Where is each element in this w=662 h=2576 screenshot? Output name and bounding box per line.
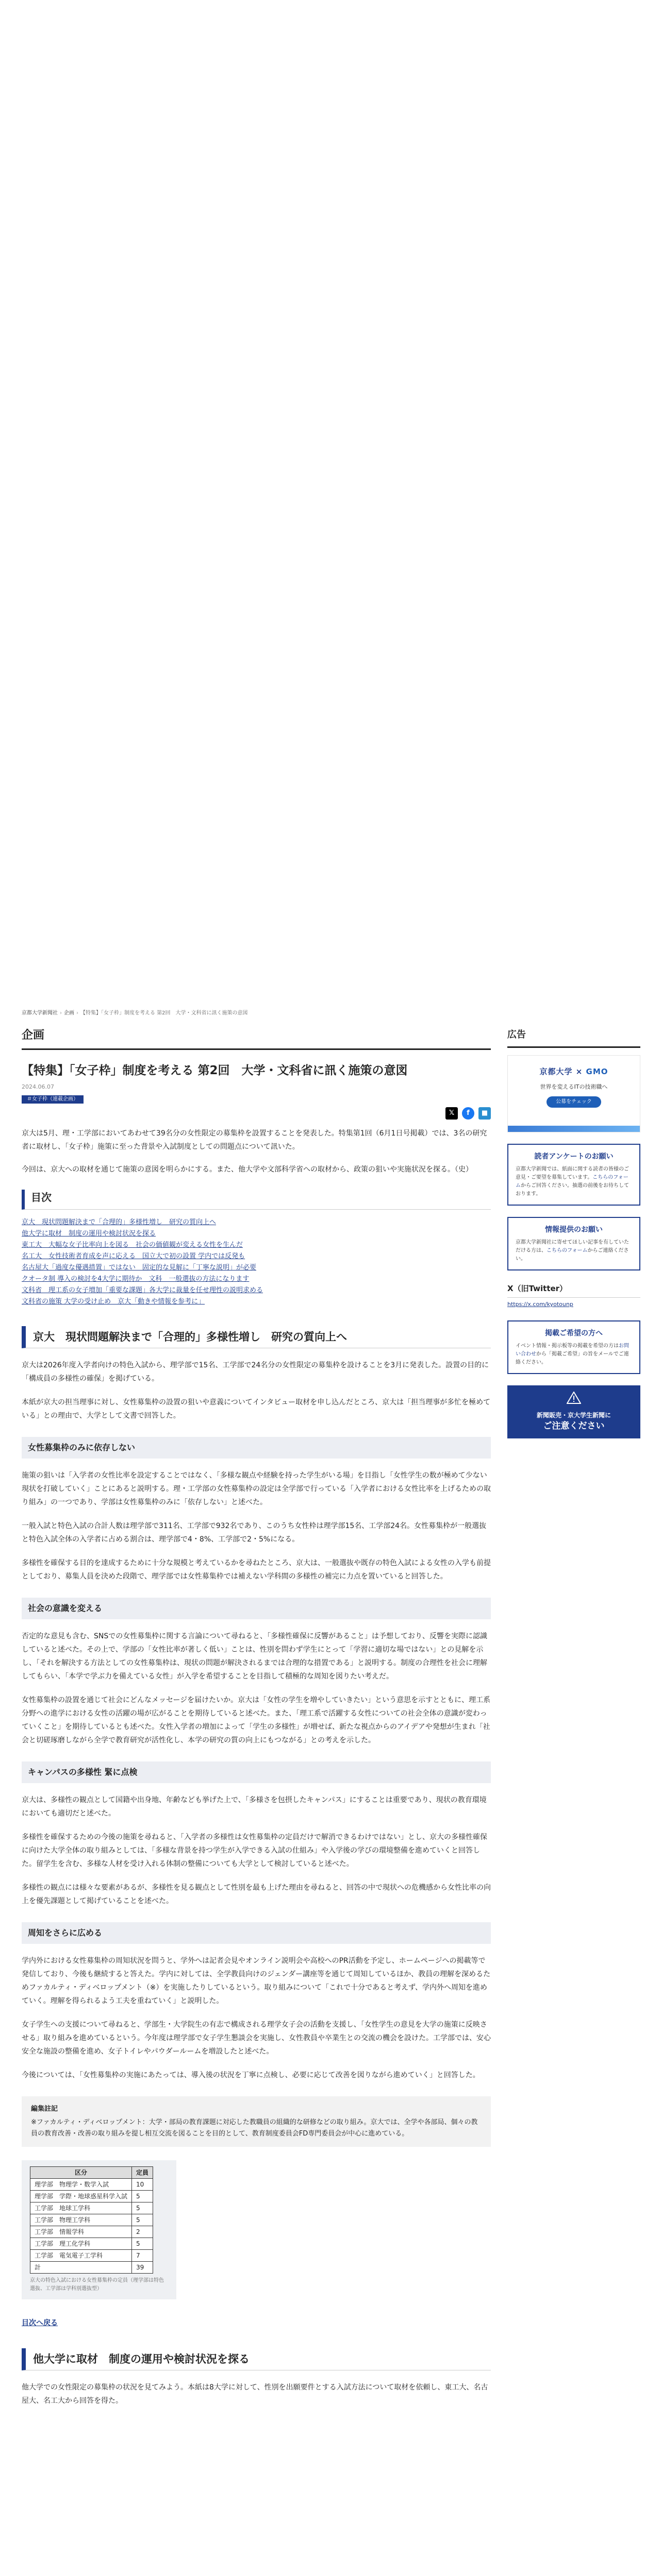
banner-logos — [516, 1065, 632, 1079]
x-share-icon[interactable]: 𝕏 — [445, 1107, 458, 1120]
editor-note-text: ※ファカルティ・ディベロップメント：大学・部局の教育課題に対応した教職員の組織的な研修などの取り組み。京大では、全学や各部局、個々の教員の教育改善・改善の取り組みを提し相互交流を図ることを目的として、教育制度委員会FD専門委員会が中心に進めている。 — [31, 2119, 478, 2138]
ad-heading: 広告 — [507, 1028, 640, 1048]
toc-link[interactable]: 他大学に取材 制度の運用や検討状況を探る — [22, 1230, 156, 1238]
recruit-banner[interactable] — [507, 1055, 640, 1132]
body-paragraph: 多様性を確保する目的を達成するために十分な規模と考えているかを尋ねたところ、京大は、一般選抜や既存の特色入試による女性の入学も前提としており、募集人員を決めた段階で、理学部では女性募集枠では補えない学科間の多様性の補完に力点を置いていると回答した。 — [22, 1559, 491, 1581]
table-row — [30, 2226, 153, 2238]
table-cell: 5 — [132, 2191, 153, 2202]
facebook-share-icon[interactable]: f — [462, 1107, 474, 1120]
survey-form-link[interactable]: こちらのフォーム — [516, 1175, 628, 1189]
body-paragraph: 本紙が京大の担当理事に対し、女性募集枠の設置の狙いや意義についてインタビュー取材を申し込んだところ、京大は「担当理事が多忙を極めている」との理由で、大学として文書で回答した。 — [22, 1398, 491, 1420]
article-lead — [22, 1127, 491, 1176]
table-of-contents — [22, 1217, 491, 1308]
table-cell: 5 — [132, 2202, 153, 2214]
table-cell: 工学部 地球工学科 — [30, 2202, 132, 2214]
listing-request-text: イベント情報・掲示板等の掲載を希望の方はお問い合わせから「掲載ご希望」の旨をメールでご連絡ください。 — [516, 1343, 629, 1365]
quota-table-figure — [22, 2160, 176, 2299]
survey-box — [507, 1144, 640, 1206]
line-share-icon[interactable]: ■ — [478, 1107, 491, 1120]
sidebar — [507, 1028, 640, 1438]
lead-paragraph: 今回は、京大への取材を通じて施策の意図を明らかにする。また、他大学や文部科学省への取材から、政策の狙いや実施状況を探る。（史） — [22, 1165, 473, 1174]
warning-small-text: 新聞販売・京大学生新聞に — [536, 1412, 611, 1419]
table-cell: 計 — [30, 2262, 132, 2274]
toc-link[interactable]: 文科省 理工系の女子増加「重要な課題」各大学に裁量を任せ理性の説明求める — [22, 1286, 263, 1294]
banner-wave-decoration — [508, 1126, 640, 1132]
table-row — [30, 2202, 153, 2214]
listing-request-box — [507, 1320, 640, 1374]
toc-link[interactable]: 名古屋大「過度な優遇措置」ではない 固定的な見解に「丁寧な説明」が必要 — [22, 1264, 257, 1272]
section-heading: 他大学に取材 制度の運用や検討状況を探る — [22, 2348, 491, 2370]
lead-paragraph: 京大は5月、理・工学部においてあわせて39名分の女性限定の募集枠を設置することを発表した。特集第1回（6月1日号掲載）では、3名の研究者に取材し、「女子枠」施策に至った背景や入試制度としての問題点について訊いた。 — [22, 1129, 487, 1151]
breadcrumb-category[interactable]: 企画 — [64, 1010, 74, 1016]
quota-table — [30, 2166, 153, 2274]
section-heading: 京大 現状問題解決まで「合理的」多様性増し 研究の質向上へ — [22, 1326, 491, 1348]
info-request-box — [507, 1217, 640, 1270]
body-paragraph: 女性募集枠の設置を通じて社会にどんなメッセージを届けたいか。京大は「女性の学生を増やしていきたい」という意思を示すとともに、理工系分野への進学における女性の活躍の場が広がることを期待していると述べた。また、「理工系で活躍する女性についての社会全体の意識が変わっていくこと」を期待しているとも述べた。女性入学者の増加によって「学生の多様性」が増せば、新たな視点からのアイデアや発想が生まれ「社会と切磋琢磨しながら全学で教育研究が活性化し、本学の研究の質の向上にもつながる」との考えを示した。 — [22, 1696, 491, 1744]
body-paragraph: 京大は2026年度入学者向けの特色入試から、理学部で15名、工学部で24名分の女性限定の募集枠を設けることを3月に発表した。設置の目的に「構成員の多様性の確保」を掲げている。 — [22, 1361, 489, 1383]
subsection-heading: キャンパスの多様性 緊に点検 — [22, 1761, 491, 1783]
table-cell: 工学部 電気電子工学科 — [30, 2250, 132, 2262]
body-paragraph: 女子学生への支援について尋ねると、学部生・大学院生の有志で構成される理学女子会の活動を支援し、「女性学生の意見を大学の施策に反映させる」取り組みを進めているという。今年度は理学部で女子学生懇談会を実施し、女性教員や卒業生との交流の機会を設けた。工学部では、安心安全な施設の整備を進め、女子トイレやパウダールームを増設したと述べた。 — [22, 2021, 491, 2056]
info-request-title: 情報提供のお願い — [545, 1226, 603, 1234]
body-paragraph: 他大学での女性限定の募集枠の状況を見てみよう。本紙は8大学に対して、性別を出願要件とする入試方法について取材を依頼し、東工大、名古屋大、名工大から回答を得た。 — [22, 2383, 488, 2405]
twitter-heading: X（旧Twitter） — [507, 1283, 640, 1298]
table-cell: 工学部 理工化学科 — [30, 2238, 132, 2250]
toc-link[interactable]: 東工大 大幅な女子比率向上を図る 社会の価値観が変える女性を生んだ — [22, 1241, 243, 1249]
editor-note — [22, 2096, 491, 2147]
back-to-toc-link[interactable]: 目次へ戻る — [22, 2319, 58, 2327]
article-tag[interactable]: ＃女子枠（連載企画） — [22, 1095, 84, 1104]
table-header-cell: 定員 — [132, 2167, 153, 2179]
body-paragraph: 多様性を確保するための今後の施策を尋ねると、「入学者の多様性は女性募集枠の定員だけで解消できるわけではない」とし、京大の多様性確保に向けた大学全体の取り組みとしては、「多様な背景を持つ学生が入学できる入試の仕組み」や入学後の学びの環境整備を進めていくと回答した。留学生を含む、多様な人材を受け入れる体制の整備についても大学として検討していると述べた。 — [22, 1833, 487, 1868]
kyoto-univ-logo: 京都大学 — [539, 1067, 573, 1076]
toc-link[interactable]: 名工大 女性技術者育成を声に応える 国立大で初の設置 学内では反発も — [22, 1252, 245, 1260]
body-paragraph: 学内外における女性募集枠の周知状況を問うと、学外へは記者会見やオンライン説明会や高校へのPR活動を予定し、ホームページへの掲載等で発信しており、今後も継続すると答えた。学内に対しては、全学教員向けのジェンダー講座等を通じて周知しているほか、教員の理解を深めるためファカルティ・ディベロップメント（※）を実施したりしているという。取り組みについて「これで十分であると考えず、学内外へ周知を進めていく。理解を得られるよう工夫を重ねていく」と説明した。 — [22, 1957, 491, 2005]
info-request-text: 京都大学新聞社に寄せてほしい記事を有していただける方は、こちらのフォームからご連絡ください。 — [516, 1240, 629, 1262]
table-header-cell: 区分 — [30, 2167, 132, 2179]
body-paragraph: 施策の狙いは「入学者の女性比率を設定することではなく、「多様な観点や経験を持った学生がいる場」を目指し「女性学生の数が極めて少ない現状を打破していく」ことにあると説明する。理・工学部の女性募集枠の設定は全学部で行っている「入学者における女性比率を上げるための取り組み」の一つであり、学部は女性募集枠のみに「依存しない」と述べた。 — [22, 1471, 491, 1506]
subsection-heading: 周知をさらに広める — [22, 1922, 491, 1944]
table-cell: 2 — [132, 2226, 153, 2238]
article-title: 【特集】「女子枠」制度を考える 第2回 大学・文科省に訊く施策の意図 — [22, 1064, 408, 1077]
subsection-heading: 社会の意識を変える — [22, 1598, 491, 1619]
table-cell: 5 — [132, 2214, 153, 2226]
table-cell: 5 — [132, 2238, 153, 2250]
table-row — [30, 2238, 153, 2250]
body-paragraph: 多様性の観点には様々な要素があるが、多様性を見る観点として性別を最も上げた理由を尋ねると、回答の中で現状への危機感から女性比率の向上を優先課題として掲げていることを述べた。 — [22, 1884, 491, 1905]
subsection-heading: 女性募集枠のみに依存しない — [22, 1437, 491, 1459]
share-buttons — [22, 1107, 491, 1120]
body-paragraph: 一般入試と特色入試の合計人数は理学部で311名、工学部で932名であり、このうち女性枠は理学部15名、工学部24名。女性募集枠が一般選抜と特色入試全体の入学者に占める割合は、理学部で4・8%、工学部で2・5%になる。 — [22, 1522, 487, 1544]
contact-link[interactable]: お問い合わせ — [516, 1343, 629, 1357]
gmo-logo: GMO — [586, 1067, 608, 1076]
scam-warning-banner[interactable] — [507, 1385, 640, 1438]
table-row — [30, 2214, 153, 2226]
table-header-row — [30, 2167, 153, 2179]
category-heading: 企画 — [22, 1028, 491, 1050]
breadcrumb: 京都大学新聞社 › 企画 › 【特集】「女子枠」制度を考える 第2回 大学・文科省に訊く施策の意図 — [22, 1010, 248, 1016]
back-to-toc — [22, 2317, 491, 2330]
table-cell: 理学部 学際・地球惑星科学入試 — [30, 2191, 132, 2202]
banner-cta-button[interactable]: 公募をチェック — [547, 1096, 601, 1108]
body-paragraph: 否定的な意見も含む、SNSでの女性募集枠に関する言論について尋ねると、「多様性確保に反響があること」は予想しており、反響を実際に認識していると述べた。その上で、学部の「女性比率が著しく低い」ことは、性別を問わず学生にとって「学習に適切な場ではない」との見解を示し、「それを解決する方法としての女性募集枠は、現状の問題が解決されるまでは合理的な措置である」と説明する。制度の合理性を社会に理解してもらい、「本学で学ぶ力を備えている女性」が入学を希望することを目指して積極的な周知を図りたい考えだ。 — [22, 1632, 487, 1681]
toc-link[interactable]: 京大 現状問題解決まで「合理的」多様性増し 研究の質向上へ — [22, 1218, 217, 1226]
info-form-link[interactable]: こちらのフォーム — [547, 1248, 588, 1253]
listing-request-title: 掲載ご希望の方へ — [545, 1329, 603, 1337]
table-caption: 京大の特色入試における女性募集枠の定員（理学部は特色選抜、工学部は学科別選抜型） — [30, 2278, 164, 2292]
table-row — [30, 2179, 153, 2191]
breadcrumb-current: 【特集】「女子枠」制度を考える 第2回 大学・文科省に訊く施策の意図 — [80, 1010, 248, 1016]
article-main — [22, 1028, 491, 2408]
toc-link[interactable]: クオータ制 導入の検討を4大学に期待か 文科 一般選抜の方法になります — [22, 1275, 250, 1283]
survey-title: 読者アンケートのお願い — [534, 1153, 614, 1161]
logo-separator: × — [575, 1067, 586, 1076]
article-date: 2024.06.07 — [22, 1083, 54, 1090]
body-paragraph: 京大は、多様性の観点として国籍や出身地、年齢なども挙げた上で、「多様さを包摂したキャンパス」にすることは重要であり、現状の教育環境においても適切だと述べた。 — [22, 1796, 487, 1818]
table-total-row — [30, 2262, 153, 2274]
editor-note-title: 編集註記 — [31, 2105, 58, 2113]
toc-link[interactable]: 文科省の施策 大学の受け止め 京大「動きや情報を参考に」 — [22, 1298, 205, 1306]
table-cell: 理学部 物理学・数学入試 — [30, 2179, 132, 2191]
toc-heading: 目次 — [22, 1190, 491, 1210]
warning-large-text: ご注意ください — [543, 1421, 605, 1431]
table-cell: 10 — [132, 2179, 153, 2191]
twitter-link[interactable]: https://x.com/kyotounp — [507, 1301, 573, 1308]
table-cell: 工学部 情報学科 — [30, 2226, 132, 2238]
breadcrumb-home[interactable]: 京都大学新聞社 — [22, 1010, 58, 1016]
table-cell: 39 — [132, 2262, 153, 2274]
table-row — [30, 2191, 153, 2202]
banner-copy: 世界を変えるITの技術職へ — [540, 1083, 608, 1090]
warning-icon — [567, 1392, 581, 1404]
table-cell: 7 — [132, 2250, 153, 2262]
survey-text: 京都大学新聞では、紙面に関する読者の皆様のご意見・ご要望を募集しています。こちらのフォームからご回答ください。抽選の前後をお待ちしております。 — [516, 1166, 629, 1197]
table-row — [30, 2250, 153, 2262]
body-paragraph: 今後については、「女性募集枠の実施にあたっては、導入後の状況を丁寧に点検し、必要に応じて改善を図りながら進めていく」と回答した。 — [22, 2071, 480, 2079]
table-cell: 工学部 物理工学科 — [30, 2214, 132, 2226]
